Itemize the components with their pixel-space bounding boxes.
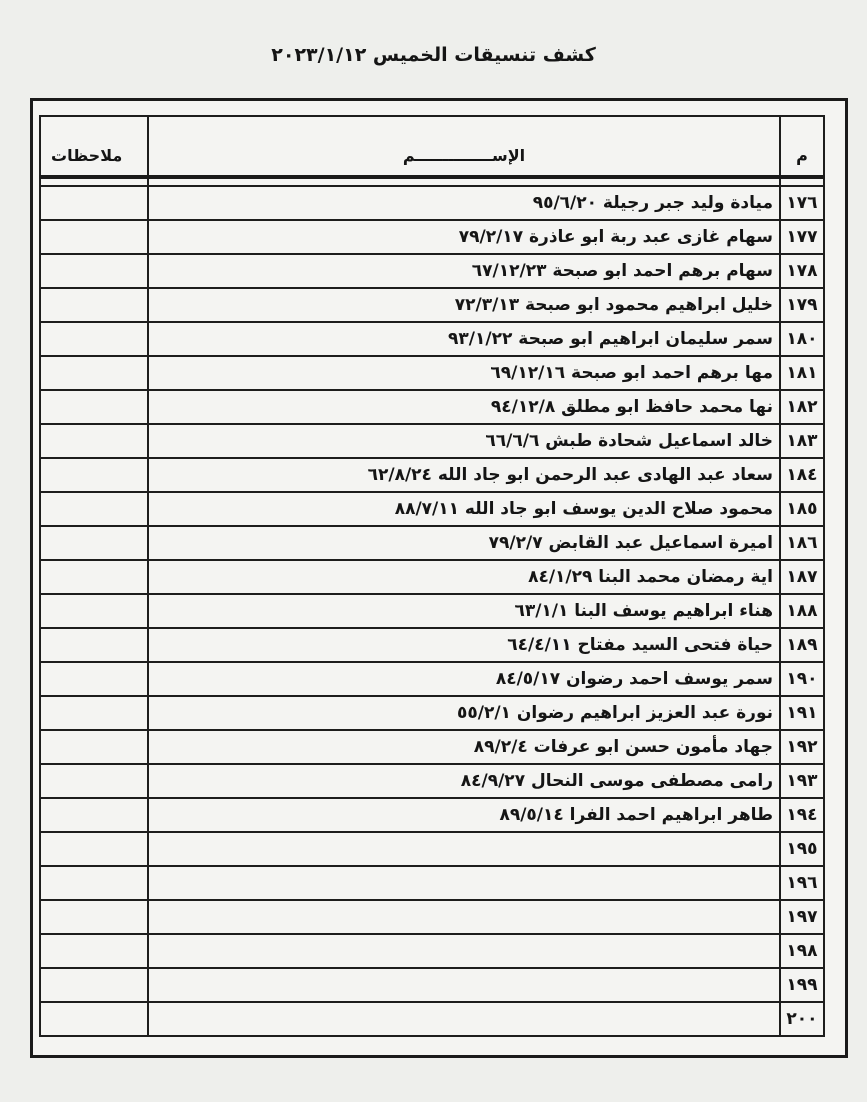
row-number-cell: ١٩٤ [780, 798, 824, 832]
row-number-cell: ١٨١ [780, 356, 824, 390]
row-number-cell: ١٨٠ [780, 322, 824, 356]
row-name-cell [148, 866, 780, 900]
row-notes-cell [40, 390, 148, 424]
row-name-cell: اية رمضان محمد البنا ٨٤/١/٢٩ [148, 560, 780, 594]
row-notes-cell [40, 798, 148, 832]
row-name-cell: حياة فتحى السيد مفتاح ٦٤/٤/١١ [148, 628, 780, 662]
table-row [40, 696, 824, 730]
row-notes-cell [40, 424, 148, 458]
row-number-cell: ١٩٦ [780, 866, 824, 900]
row-notes-cell [40, 1002, 148, 1036]
table-row [40, 866, 824, 900]
table-row [40, 492, 824, 526]
row-name-cell: نورة عبد العزيز ابراهيم رضوان ٥٥/٢/١ [148, 696, 780, 730]
row-number-cell: ١٩٢ [780, 730, 824, 764]
row-number-cell: ١٩٣ [780, 764, 824, 798]
row-number-cell: ١٨٩ [780, 628, 824, 662]
row-notes-cell [40, 662, 148, 696]
column-header-number: م [780, 116, 824, 177]
table-row [40, 560, 824, 594]
row-name-cell: جهاد مأمون حسن ابو عرفات ٨٩/٢/٤ [148, 730, 780, 764]
row-name-cell: مها برهم احمد ابو صبحة ٦٩/١٢/١٦ [148, 356, 780, 390]
table-row [40, 662, 824, 696]
table-row [40, 424, 824, 458]
row-number-cell: ١٩١ [780, 696, 824, 730]
table-row [40, 798, 824, 832]
row-number-cell: ١٨٢ [780, 390, 824, 424]
row-number-cell: ١٩٩ [780, 968, 824, 1002]
table-row [40, 186, 824, 220]
roster-sheet [30, 98, 848, 1058]
row-name-cell: نها محمد حافظ ابو مطلق ٩٤/١٢/٨ [148, 390, 780, 424]
row-notes-cell [40, 968, 148, 1002]
row-number-cell: ٢٠٠ [780, 1002, 824, 1036]
row-name-cell: طاهر ابراهيم احمد الفرا ٨٩/٥/١٤ [148, 798, 780, 832]
row-number-cell: ١٩٨ [780, 934, 824, 968]
table-row [40, 934, 824, 968]
row-notes-cell [40, 526, 148, 560]
row-number-cell: ١٩٧ [780, 900, 824, 934]
row-name-cell [148, 968, 780, 1002]
row-notes-cell [40, 594, 148, 628]
row-notes-cell [40, 832, 148, 866]
row-notes-cell [40, 458, 148, 492]
table-row [40, 730, 824, 764]
row-notes-cell [40, 492, 148, 526]
row-name-cell: خالد اسماعيل شحادة طبش ٦٦/٦/٦ [148, 424, 780, 458]
spacer-row [40, 177, 824, 186]
row-name-cell: سعاد عبد الهادى عبد الرحمن ابو جاد الله ٦٢/٨/٢٤ [148, 458, 780, 492]
table-row [40, 458, 824, 492]
row-name-cell: سمر يوسف احمد رضوان ٨٤/٥/١٧ [148, 662, 780, 696]
row-name-cell [148, 934, 780, 968]
table-row [40, 764, 824, 798]
row-notes-cell [40, 866, 148, 900]
row-number-cell: ١٨٨ [780, 594, 824, 628]
row-notes-cell [40, 696, 148, 730]
column-header-notes: ملاحظات [40, 116, 148, 177]
row-notes-cell [40, 628, 148, 662]
table-row [40, 356, 824, 390]
row-number-cell: ١٨٧ [780, 560, 824, 594]
row-name-cell: سمر سليمان ابراهيم ابو صبحة ٩٣/١/٢٢ [148, 322, 780, 356]
table-row [40, 526, 824, 560]
table-row [40, 288, 824, 322]
table-row [40, 968, 824, 1002]
row-name-cell: هناء ابراهيم يوسف البنا ٦٣/١/١ [148, 594, 780, 628]
row-number-cell: ١٧٦ [780, 186, 824, 220]
row-notes-cell [40, 322, 148, 356]
row-notes-cell [40, 900, 148, 934]
table-row [40, 220, 824, 254]
table-row [40, 1002, 824, 1036]
row-notes-cell [40, 254, 148, 288]
row-name-cell: سهام غازى عبد ربة ابو عاذرة ٧٩/٢/١٧ [148, 220, 780, 254]
row-notes-cell [40, 934, 148, 968]
column-header-name: الإســــــــــــــم [148, 116, 780, 177]
row-number-cell: ١٨٥ [780, 492, 824, 526]
row-number-cell: ١٩٥ [780, 832, 824, 866]
row-notes-cell [40, 730, 148, 764]
row-number-cell: ١٨٦ [780, 526, 824, 560]
table-row [40, 322, 824, 356]
row-name-cell: اميرة اسماعيل عبد القابض ٧٩/٢/٧ [148, 526, 780, 560]
row-name-cell: خليل ابراهيم محمود ابو صبحة ٧٢/٣/١٣ [148, 288, 780, 322]
table-row [40, 390, 824, 424]
row-notes-cell [40, 560, 148, 594]
row-notes-cell [40, 220, 148, 254]
table-row [40, 832, 824, 866]
row-notes-cell [40, 288, 148, 322]
row-number-cell: ١٧٩ [780, 288, 824, 322]
table-header-row [40, 116, 824, 177]
row-name-cell: ميادة وليد جبر رجيلة ٩٥/٦/٢٠ [148, 186, 780, 220]
row-name-cell: رامى مصطفى موسى النحال ٨٤/٩/٢٧ [148, 764, 780, 798]
row-name-cell [148, 900, 780, 934]
row-notes-cell [40, 186, 148, 220]
row-number-cell: ١٨٣ [780, 424, 824, 458]
row-name-cell [148, 832, 780, 866]
row-notes-cell [40, 764, 148, 798]
row-number-cell: ١٨٤ [780, 458, 824, 492]
table-body [40, 177, 824, 1036]
row-number-cell: ١٩٠ [780, 662, 824, 696]
table-row [40, 594, 824, 628]
row-number-cell: ١٧٧ [780, 220, 824, 254]
table-row [40, 900, 824, 934]
row-name-cell: محمود صلاح الدين يوسف ابو جاد الله ٨٨/٧/١١ [148, 492, 780, 526]
table-row [40, 628, 824, 662]
row-number-cell: ١٧٨ [780, 254, 824, 288]
roster-table [39, 115, 825, 1037]
row-name-cell [148, 1002, 780, 1036]
page-title: كشف تنسيقات الخميس ٢٠٢٣/١/١٢ [271, 44, 596, 66]
row-name-cell: سهام برهم احمد ابو صبحة ٦٧/١٢/٢٣ [148, 254, 780, 288]
table-row [40, 254, 824, 288]
row-notes-cell [40, 356, 148, 390]
